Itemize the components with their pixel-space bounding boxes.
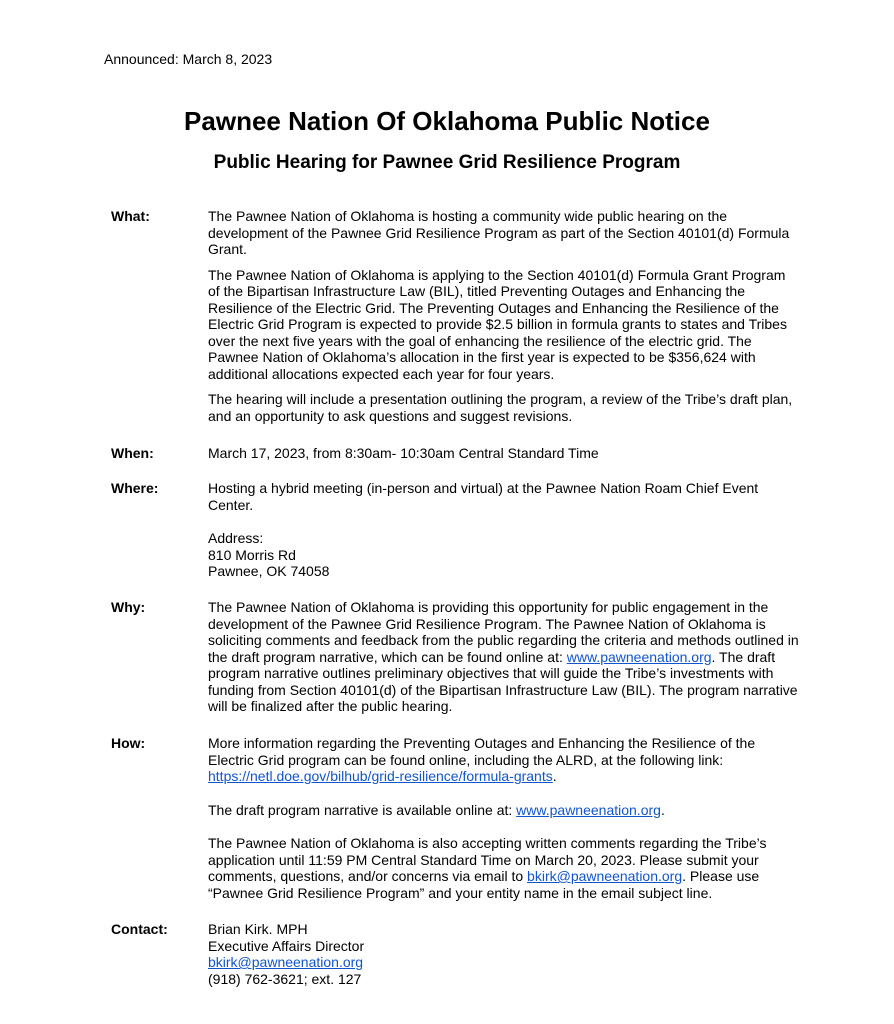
why-paragraph — [208, 599, 800, 715]
when-text: March 17, 2023, from 8:30am- 10:30am Central Standard Time — [208, 445, 599, 461]
why-label: Why: — [111, 599, 146, 615]
page-title: Pawnee Nation Of Oklahoma Public Notice — [184, 106, 710, 136]
announced-date: Announced: March 8, 2023 — [104, 51, 273, 67]
what-paragraph-3: The hearing will include a presentation outlining the program, a review of the Tribe’s draft plan, and an opportunity to ask questions and suggest revisions. — [208, 391, 793, 424]
contact-content — [208, 921, 800, 987]
why-website-link[interactable]: www.pawneenation.org — [566, 648, 712, 665]
address-line-1: 810 Morris Rd — [208, 546, 296, 563]
what-label: What: — [111, 208, 150, 224]
when-content — [208, 445, 800, 462]
how-text-2: The draft program narrative is available online at: — [208, 801, 517, 818]
when-label: When: — [111, 445, 154, 461]
how-grant-link[interactable]: https://netl.doe.gov/bilhub/grid-resilience/formula-grants — [208, 768, 553, 784]
where-text: Hosting a hybrid meeting (in-person and virtual) at the Pawnee Nation Roam Chief Event Center. — [208, 480, 759, 513]
why-text-2: . The draft program narrative outlines preliminary objectives that will guide the Tribe’s investments with funding from Section 40101(d) of the Bipartisan Infrastructure Law (BIL). The program narrative will be finalized after the public hearing. — [208, 648, 798, 714]
how-content — [208, 735, 800, 901]
page-subtitle: Public Hearing for Pawnee Grid Resilience Program — [213, 152, 681, 173]
address-line-2: Pawnee, OK 74058 — [208, 563, 330, 579]
what-content — [208, 208, 800, 424]
how-text-2-end: . — [660, 801, 665, 818]
how-website-link[interactable]: www.pawneenation.org — [516, 801, 661, 818]
where-label: Where: — [111, 480, 159, 496]
how-paragraph-1 — [208, 735, 800, 785]
how-paragraph-3 — [208, 835, 800, 901]
address-label: Address: — [208, 530, 264, 546]
how-text-3-end: . Please use “Pawnee Grid Resilience Program” and your entity name in the email subject line. — [208, 868, 760, 901]
how-text-1: More information regarding the Preventing Outages and Enhancing the Resilience of the Electric Grid program can be found online, including the ALRD, at the following link: — [208, 735, 756, 768]
where-content — [208, 480, 800, 580]
how-email-link[interactable]: bkirk@pawneenation.org — [527, 868, 683, 884]
contact-role: Executive Affairs Director — [208, 937, 365, 954]
why-content — [208, 599, 800, 715]
contact-phone: (918) 762-3621; ext. 127 — [208, 970, 362, 987]
what-paragraph-1: The Pawnee Nation of Oklahoma is hosting a community wide public hearing on the development of the Pawnee Grid Resilience Program as part of the Section 40101(d) Formula Grant. — [208, 208, 790, 257]
why-text-1: The Pawnee Nation of Oklahoma is providing this opportunity for public engagement in the development of the Pawnee Grid Resilience Program. The Pawnee Nation of Oklahoma is soliciting comments and feedback from the public regarding the criteria and methods outlined in the draft program narrative, which can be found online at: — [208, 599, 799, 665]
how-text-1-end: . — [552, 768, 557, 784]
how-paragraph-2 — [208, 802, 800, 819]
how-label: How: — [111, 735, 146, 751]
contact-name: Brian Kirk. MPH — [208, 921, 308, 937]
contact-email-link[interactable]: bkirk@pawneenation.org — [208, 954, 364, 970]
contact-label: Contact: — [111, 921, 168, 937]
contact-email-line — [208, 954, 800, 971]
how-text-3: The Pawnee Nation of Oklahoma is also accepting written comments regarding the Tribe’s application until 11:59 PM Central Standard Time on March 20, 2023. Please submit your comments, questions, and/or concerns via email to — [208, 835, 767, 884]
what-paragraph-2: The Pawnee Nation of Oklahoma is applying to the Section 40101(d) Formula Grant Program of the Bipartisan Infrastructure Law (BIL), titled Preventing Outages and Enhancing the Resilience of the Electric Grid. The Preventing Outages and Enhancing the Resilience of the Electric Grid Program is expected to provide $2.5 billion in formula grants to states and Tribes over the next five years with the goal of enhancing the resilience of the electric grid. The Pawnee Nation of Oklahoma’s allocation in the first year is expected to be $356,624 with additional allocations expected each year for four years. — [208, 266, 787, 382]
